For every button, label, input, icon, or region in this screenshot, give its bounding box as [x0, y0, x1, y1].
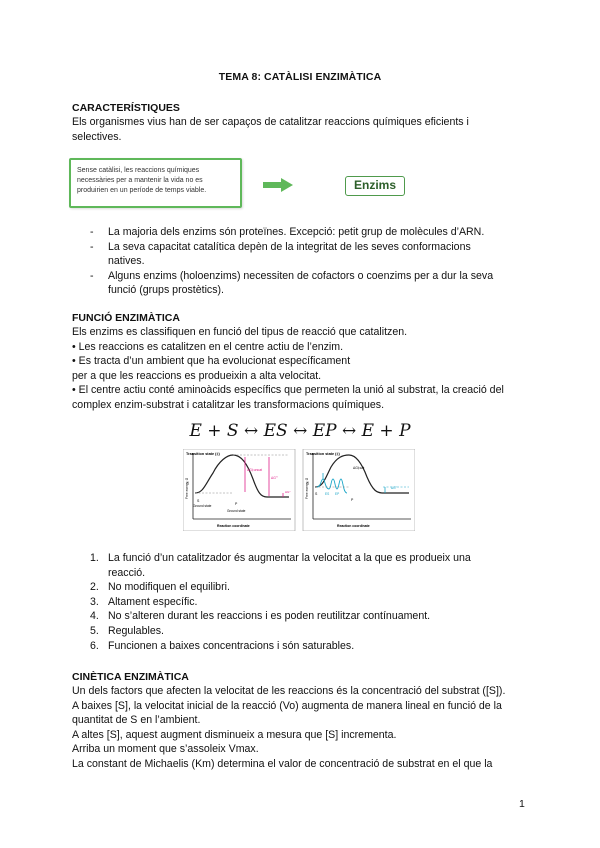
text-line: funció (grups prostètics).: [108, 284, 224, 297]
box-line: produirien en un període de temps viable.: [77, 187, 207, 194]
text-line: Arriba un moment que s’assoleix Vmax.: [72, 743, 259, 756]
cinetica-text: [72, 684, 542, 772]
funcio-text: [72, 325, 542, 413]
text-line: La constant de Michaelis (Km) determina el valor de concentració de substrat en el que la: [72, 757, 493, 770]
s-label: S: [315, 492, 318, 496]
list-number: 3.: [90, 595, 99, 608]
caracteristiques-intro: [72, 115, 532, 144]
list-item: [72, 551, 542, 580]
list-item: [72, 269, 542, 298]
page-title: TEMA 8: CATÀLISI ENZIMÀTICA: [218, 71, 382, 83]
text-line: complex enzim-substrat i catalitzar les transformacions químiques.: [72, 398, 385, 411]
energy-graph-uncatalyzed: [183, 449, 295, 531]
text-line: • Les reaccions es catalitzen en el centre actiu de l’enzim.: [72, 340, 344, 353]
text-line: No s’alteren durant les reaccions i es poden reutilitzar contínuament.: [108, 610, 431, 623]
caracteristiques-bullets: [72, 225, 542, 298]
energy-diagrams: [183, 449, 415, 531]
heading-funcio: FUNCIÓ ENZIMÀTICA: [72, 312, 180, 324]
dg-small-label: ΔG°: [285, 490, 291, 494]
text-line: • Es tracta d’un ambient que ha evolucionat específicament: [72, 355, 351, 368]
page-number: 1: [519, 798, 525, 810]
list-item: [72, 595, 542, 610]
y-axis-label: Free energy, G: [185, 477, 189, 499]
box-line: necessàries per a mantenir la vida no es: [77, 177, 203, 184]
p-label: P: [235, 502, 238, 506]
text-line: Altament específic.: [108, 595, 198, 608]
reaction-equation: E + S ↔ ES ↔ EP ↔ E + P: [189, 421, 411, 441]
dg-uncat-label: ΔG‡uncat: [247, 468, 263, 472]
box-line: Sense catàlisi, les reaccions químiques: [77, 167, 200, 174]
top-label: Transition state (‡): [186, 452, 220, 456]
text-line: Els organismes vius han de ser capaços de catalitzar reaccions químiques eficients i: [72, 116, 469, 128]
green-right-arrow-icon: [263, 178, 293, 197]
text-line: - La majoria dels enzims són proteïnes. Excepció: petit grup de molècules d’ARN.: [108, 226, 485, 238]
text-line: quantitat de S en l’ambient.: [72, 714, 201, 727]
text-line: per a que les reaccions es produeixin a alta velocitat.: [72, 369, 322, 382]
heading-cinetica: CINÈTICA ENZIMÀTICA: [72, 671, 189, 683]
text-line: Un dels factors que afecten la velocitat de les reaccions és la concentració del substrat ([S]).: [72, 685, 506, 697]
text-line: A altes [S], aquest augment disminueix a mesura que [S] incrementa.: [72, 728, 397, 741]
x-axis-label: Reaction coordinate: [217, 524, 250, 528]
text-line: natives.: [108, 255, 145, 268]
energy-graph-catalyzed: [303, 449, 415, 531]
x-axis-label: Reaction coordinate: [337, 524, 370, 528]
enzims-box: Enzims: [345, 176, 405, 196]
y-axis-label: Free energy, G: [305, 477, 309, 499]
text-line: Regulables.: [108, 624, 164, 637]
no-catalysis-box: [69, 158, 242, 208]
heading-caracteristiques: CARACTERÍSTIQUES: [72, 102, 180, 114]
list-item: [72, 580, 542, 595]
dg-small-label: ΔG°: [391, 486, 397, 490]
s-label: S: [197, 499, 200, 503]
ground-state-left: Ground state: [193, 504, 212, 508]
list-number: 5.: [90, 624, 99, 637]
ep-label: EP: [335, 492, 340, 496]
list-item: [72, 639, 542, 654]
list-item: [72, 624, 542, 639]
text-line: Funcionen a baixes concentracions i són saturables.: [108, 639, 355, 652]
text-line: - La seva capacitat catalítica depèn de la integritat de les seves conformacions: [108, 240, 471, 253]
text-line: Els enzims es classifiquen en funció del tipus de reacció que catalitzen.: [72, 326, 408, 338]
text-line: La funció d’un catalitzador és augmentar la velocitat a la que es produeix una: [108, 552, 471, 564]
text-line: - Alguns enzims (holoenzims) necessiten de cofactors o coenzims per a dur la seva: [108, 269, 494, 282]
text-line: A baixes [S], la velocitat inicial de la reacció (Vo) augmenta de manera lineal en funció de la: [72, 699, 502, 712]
list-item: [72, 225, 542, 240]
ground-state-right: Ground state: [227, 509, 246, 513]
list-number: 4.: [90, 610, 99, 623]
top-label: Transition state (‡): [306, 452, 340, 456]
list-number: 1.: [90, 552, 99, 564]
text-line: selectives.: [72, 130, 122, 143]
es-label: ES: [325, 492, 330, 496]
text-line: reacció.: [108, 566, 146, 579]
list-item: [72, 609, 542, 624]
p-label: P: [351, 498, 354, 502]
dg-prime-label: ΔG'°: [271, 476, 278, 480]
funcio-numbered-list: [72, 551, 542, 653]
list-item: [72, 240, 542, 269]
list-number: 2.: [90, 581, 99, 594]
text-line: • El centre actiu conté aminoàcids específics que permeten la unió al substrat, la creació del: [72, 384, 504, 397]
list-number: 6.: [90, 639, 99, 652]
text-line: No modifiquen el equilibri.: [108, 581, 230, 594]
dg-cat-label: ΔG‡cat: [353, 466, 365, 470]
